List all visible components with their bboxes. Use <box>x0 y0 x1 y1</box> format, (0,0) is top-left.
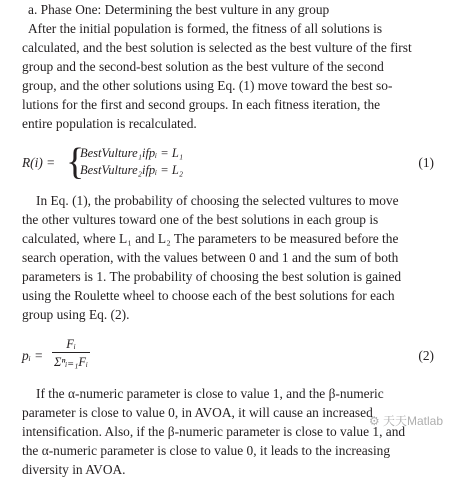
equation-2-fraction <box>52 336 90 371</box>
paper-page <box>22 0 442 479</box>
equation-1 <box>22 143 442 183</box>
equation-1-cases <box>80 145 183 179</box>
section-heading: a. Phase One: Determining the best vulture in any group <box>28 2 330 17</box>
equation-1-lhs: R(i) = <box>22 155 56 170</box>
watermark-logo-icon: ⚙ <box>368 414 380 428</box>
text-line: the α-numeric parameter is close to value 0, it leads to the increasing <box>22 443 391 458</box>
text-line: diversity in AVOA. <box>22 462 126 477</box>
equation-1-number: (1) <box>418 155 434 170</box>
text-line: search operation, with the values between 0 and 1 and the sum of both <box>22 250 399 265</box>
equation-2-numerator: Fᵢ <box>66 337 76 351</box>
text-line: After the initial population is formed, the fitness of all solutions is <box>28 21 383 36</box>
text-line: lutions for the first and second groups. In each fitness iteration, the <box>22 97 381 112</box>
text-line: calculated, where L₁ and L₂ The parameters to be measured before the <box>22 231 399 246</box>
equation-1-case-1: BestVulture₁ifpᵢ = L₁ <box>80 146 184 160</box>
equation-2 <box>22 336 442 374</box>
text-line: group using Eq. (2). <box>22 307 130 322</box>
equation-1-case-2: BestVulture₂ifpᵢ = L₂ <box>80 163 184 177</box>
text-line: calculated, and the best solution is selected as the best vulture of the first <box>22 40 412 55</box>
text-line: If the α-numeric parameter is close to value 1, and the β-numeric <box>36 386 384 401</box>
paragraph-1 <box>22 19 442 133</box>
paragraph-2 <box>22 191 442 324</box>
equation-2-denominator: Σⁿᵢ₌₁Fᵢ <box>54 355 88 369</box>
watermark-text: 天天Matlab <box>382 414 443 428</box>
equation-2-number: (2) <box>418 348 434 363</box>
brace-symbol: { <box>66 141 85 183</box>
text-line: using the Roulette wheel to choose each of the best solutions for each <box>22 288 395 303</box>
text-line: the other vultures toward one of the best solutions in each group is <box>22 212 379 227</box>
text-line: group, and the other solutions using Eq. (1) move toward the best so- <box>22 78 393 93</box>
watermark <box>369 412 443 429</box>
text-line: parameters is 1. The probability of choosing the best solution is gained <box>22 269 402 284</box>
text-line: parameter is close to value 0, in AVOA, it will cause an increased <box>22 405 373 420</box>
equation-2-lhs: pᵢ = <box>22 348 44 363</box>
text-line: intensification. Also, if the β-numeric parameter is close to value 1, and <box>22 424 406 439</box>
text-line: entire population is recalculated. <box>22 116 197 131</box>
text-line: group and the second-best solution as the best vulture of the second <box>22 59 384 74</box>
paragraph-3 <box>22 384 442 479</box>
text-line: In Eq. (1), the probability of choosing the selected vultures to move <box>36 193 399 208</box>
